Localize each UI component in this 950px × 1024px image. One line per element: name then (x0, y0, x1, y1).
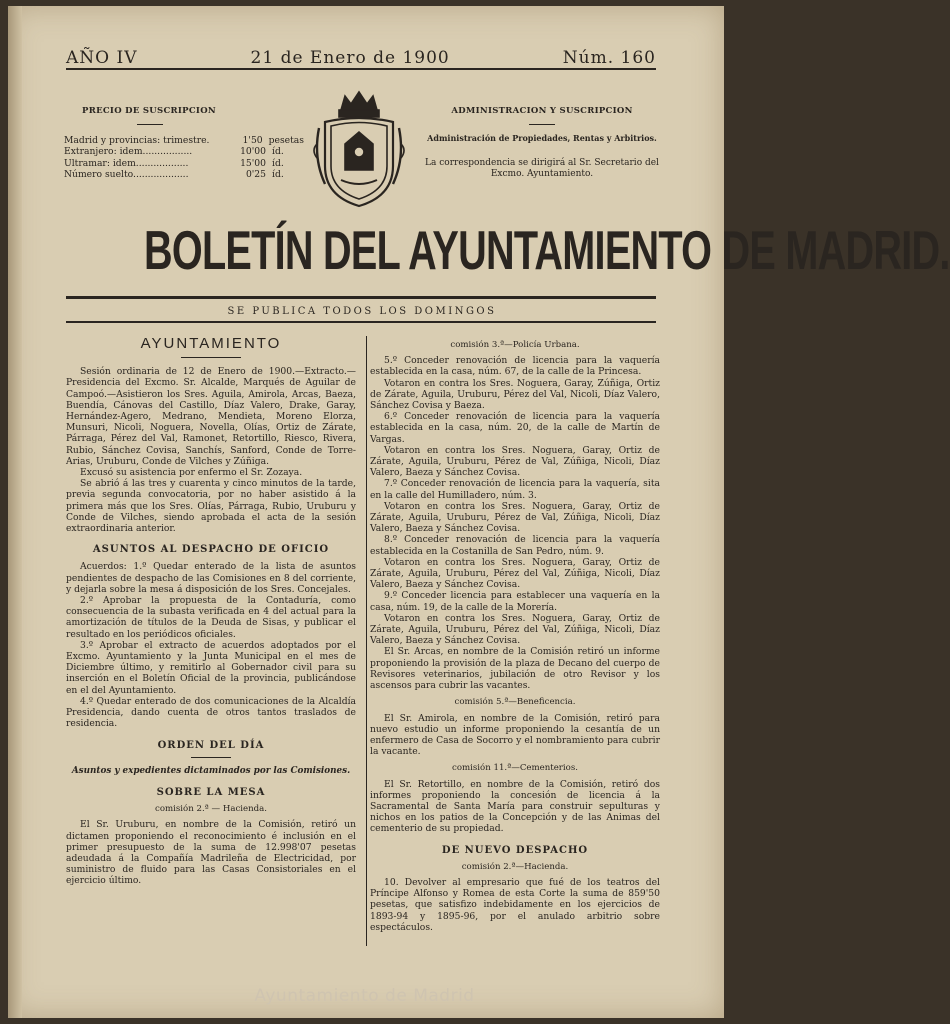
watermark: Ayuntamiento de Madrid (254, 986, 475, 1006)
publication-frequency: SE PUBLICA TODOS LOS DOMINGOS (227, 306, 497, 317)
paragraph: El Sr. Uruburu, en nombre de la Comisión, retiró un dictamen proponiendo el reconocimiento é inclusión en el primer presupuesto de la suma de 12.998'07 pesetas adeudada á la Compañía Madrileña de Electricidad, por suministro de fluido para las Casas Consistoriales en el ejercicio último. (66, 819, 356, 887)
subheading: ASUNTOS AL DESPACHO DE OFICIO (92, 544, 330, 556)
paragraph: 6.º Conceder renovación de licencia para la vaquería establecida en la casa, núm. 20, de la calle de Martín de Vargas. (370, 411, 660, 445)
title-rule-top (66, 296, 656, 299)
paragraph: 7.º Conceder renovación de licencia para la vaquería, sita en la calle del Humilladero, núm. 3. (370, 478, 660, 501)
paragraph: Votaron en contra los Sres. Noguera, Garay, Ortiz de Zárate, Aguila, Uruburu, Pérez de Val, Zúñiga, Nicoli, Díaz Valero, Baeza y Sánchez Covisa. (370, 500, 660, 535)
paragraph: 4.º Quedar enterado de dos comunicaciones de la Alcaldía Presidencia, dando cuenta de otros tantos traslados de residencia. (66, 695, 356, 730)
price-amount: 15'00 (240, 157, 266, 169)
commission-label: comisión 11.ª—Cementerios. (452, 763, 578, 774)
commission-label: comisión 3.ª—Policía Urbana. (450, 340, 580, 350)
left-column (66, 334, 356, 887)
madrid-coat-of-arms-icon (311, 88, 407, 214)
subheading: ORDEN DEL DÍA (157, 739, 265, 751)
paragraph: El Sr. Amirola, en nombre de la Comisión, retiró para nuevo estudio un informe proponiendo la cesantía de un enfermero de Casa de Socorro y el nombramiento para cubrir la vacante. (370, 712, 660, 758)
price-label: Número suelto................... (64, 169, 189, 180)
paragraph: Acuerdos: 1.º Quedar enterado de la lista de asuntos pendientes de despacho de las Comisiones en 8 del corriente, y dejarla sobre la mesa á disposición de los Sres. Concejales. (66, 561, 356, 595)
subheading: SOBRE LA MESA (156, 786, 266, 798)
commission-label: comisión 2.ª—Hacienda. (461, 861, 569, 872)
price-unit: íd. (272, 169, 284, 180)
correspondence-note: La correspondencia se dirigirá al Sr. Secretario del Excmo. Ayuntamiento. (425, 158, 659, 179)
page-edge (8, 6, 22, 1018)
price-row (64, 169, 304, 181)
paragraph: El Sr. Arcas, en nombre de la Comisión retiró un informe proponiendo la provisión de la plaza de Decano del cuerpo de Revisores veterinarios, jubilación de otro Revisor y los ascensos para cubrir las vacantes. (370, 646, 660, 692)
paragraph: El Sr. Retortillo, en nombre de la Comisión, retiró dos informes proponiendo la concesión de licencia á la Sacramental de Santa María para construir sepulturas y nichos en los patios de la Concepción y de las Animas del cementerio de su propiedad. (370, 778, 660, 835)
paragraph: Sesión ordinaria de 12 de Enero de 1900.—Extracto.—Presidencia del Excmo. Sr. Alcalde, Marqués de Aguilar de Campoó.—Asistieron los Sres. Aguila, Amirola, Arcas, Baeza, Buendía, Cánovas del Castillo, Díaz Valero, Drake, Garay, Hernández-Agero, Medrano, Mendieta, Moreno Elorza, Munsuri, Nicoli, Noguera, Novella, Olías, Ortiz de Zárate, Párraga, Pérez del Val, Ramonet, Retortillo, Riesco, Rivera, Rubio, Sánchez Covisa, Sanchís, Sanford, Conde de Torre-Arias, Uruburu, Conde de Vilches y Zúñiga. (66, 366, 356, 467)
price-label: Ultramar: idem.................. (64, 157, 189, 169)
newspaper-page (8, 6, 950, 1018)
paragraph: 9.º Conceder licencia para establecer una vaquería en la casa, núm. 19, de la calle de la Morería. (370, 590, 660, 613)
commission-label: comisión 2.ª — Hacienda. (155, 804, 267, 815)
column-divider (366, 336, 367, 946)
paragraph: Votaron en contra los Sres. Noguera, Garay, Ortiz de Zárate, Aguila, Uruburu, Pérez de Val, Zúñiga, Nicoli, Díaz Valero, Baeza y Sánchez Covisa. (370, 444, 660, 479)
paragraph: Excusó su asistencia por enfermo el Sr. Zozaya. (80, 467, 303, 479)
price-row (64, 146, 304, 158)
administration-header: ADMINISTRACION Y SUSCRIPCION (451, 106, 633, 116)
paragraph: 2.º Aprobar la propuesta de la Contaduría, como consecuencia de la subasta verificada en 4 del actual para la amortización de títulos de la Deuda de Sisas, y publicar el resultado en los periódicos oficiales. (66, 595, 356, 640)
divider (529, 124, 555, 125)
newspaper-title: BOLETÍN DEL AYUNTAMIENTO DE MADRID. (143, 219, 950, 281)
paragraph: 10. Devolver al empresario que fué de los teatros del Príncipe Alfonso y Romea de esta Corte la suma de 859'50 pesetas, que satisfizo indebidamente en los ejercicios de 1893-94 y 1895-96, por el anulado arbitrio sobre espectáculos. (370, 876, 660, 933)
paragraph: Votaron en contra los Sres. Noguera, Garay, Zúñiga, Ortiz de Zárate, Aguila, Uruburu, Pérez del Val, Nicoli, Díaz Valero, Sánchez Covisa y Baeza. (370, 377, 660, 412)
issue-number: Núm. 160 (562, 48, 656, 68)
title-rule-bottom (66, 321, 656, 323)
price-amount: 1'50 (242, 134, 263, 146)
subheading: DE NUEVO DESPACHO (441, 844, 589, 856)
right-column (370, 334, 660, 933)
subscription-box (64, 106, 304, 181)
divider (191, 757, 231, 758)
paragraph: 8.º Conceder renovación de licencia para la vaquería establecida en la Costanilla de San Pedro, núm. 9. (370, 534, 660, 557)
paragraph: 5.º Conceder renovación de licencia para la vaquería establecida en la casa, núm. 67, de la calle de la Princesa. (370, 355, 660, 378)
price-unit: pesetas (268, 134, 304, 146)
paragraph: Votaron en contra los Sres. Noguera, Garay, Ortiz de Zárate, Aguila, Uruburu, Pérez del Val, Zúñiga, Nicoli, Díaz Valero, Baeza y Sánchez Covisa. (370, 612, 660, 647)
subscription-header: PRECIO DE SUSCRIPCION (82, 106, 216, 116)
divider (137, 124, 163, 125)
administration-box (422, 106, 662, 180)
price-label: Madrid y provincias: trimestre. (64, 134, 210, 146)
price-unit: íd. (272, 157, 284, 169)
subheading-note: Asuntos y expedientes dictaminados por las Comisiones. (71, 765, 351, 776)
paragraph: Se abrió á las tres y cuarenta y cinco minutos de la tarde, previa segunda convocatoria, por no haber asistido á la primera más que los Sres. Olías, Párraga, Rubio, Uruburu y Conde de Vilches, siendo aprobada el acta de la sesión extraordinaria anterior. (66, 478, 356, 535)
price-row (64, 158, 304, 170)
price-unit: íd. (272, 146, 284, 157)
price-amount: 0'25 (245, 169, 266, 180)
paragraph: Votaron en contra los Sres. Noguera, Garay, Ortiz de Zárate, Aguila, Uruburu, Pérez del Val, Zúñiga, Nicoli, Díaz Valero, Baeza y Sánchez Covisa. (370, 556, 660, 591)
paragraph: 3.º Aprobar el extracto de acuerdos adoptados por el Excmo. Ayuntamiento y la Junta Municipal en el mes de Diciembre último, y remitirlo al Gobernador civil para su inserción en el Boletín Oficial de la provincia, publicándose en el del Ayuntamiento. (66, 639, 356, 696)
masthead-rule (66, 68, 656, 70)
price-amount: 10'00 (240, 146, 266, 157)
issue-year: AÑO IV (66, 48, 138, 68)
price-row (64, 135, 304, 147)
administration-office: Administración de Propiedades, Rentas y Arbitrios. (427, 132, 657, 143)
divider (181, 357, 241, 358)
commission-label: comisión 5.ª—Beneficencia. (454, 697, 576, 708)
section-title: AYUNTAMIENTO (140, 335, 282, 352)
price-label: Extranjero: idem................. (64, 146, 193, 157)
issue-date: 21 de Enero de 1900 (250, 48, 450, 68)
